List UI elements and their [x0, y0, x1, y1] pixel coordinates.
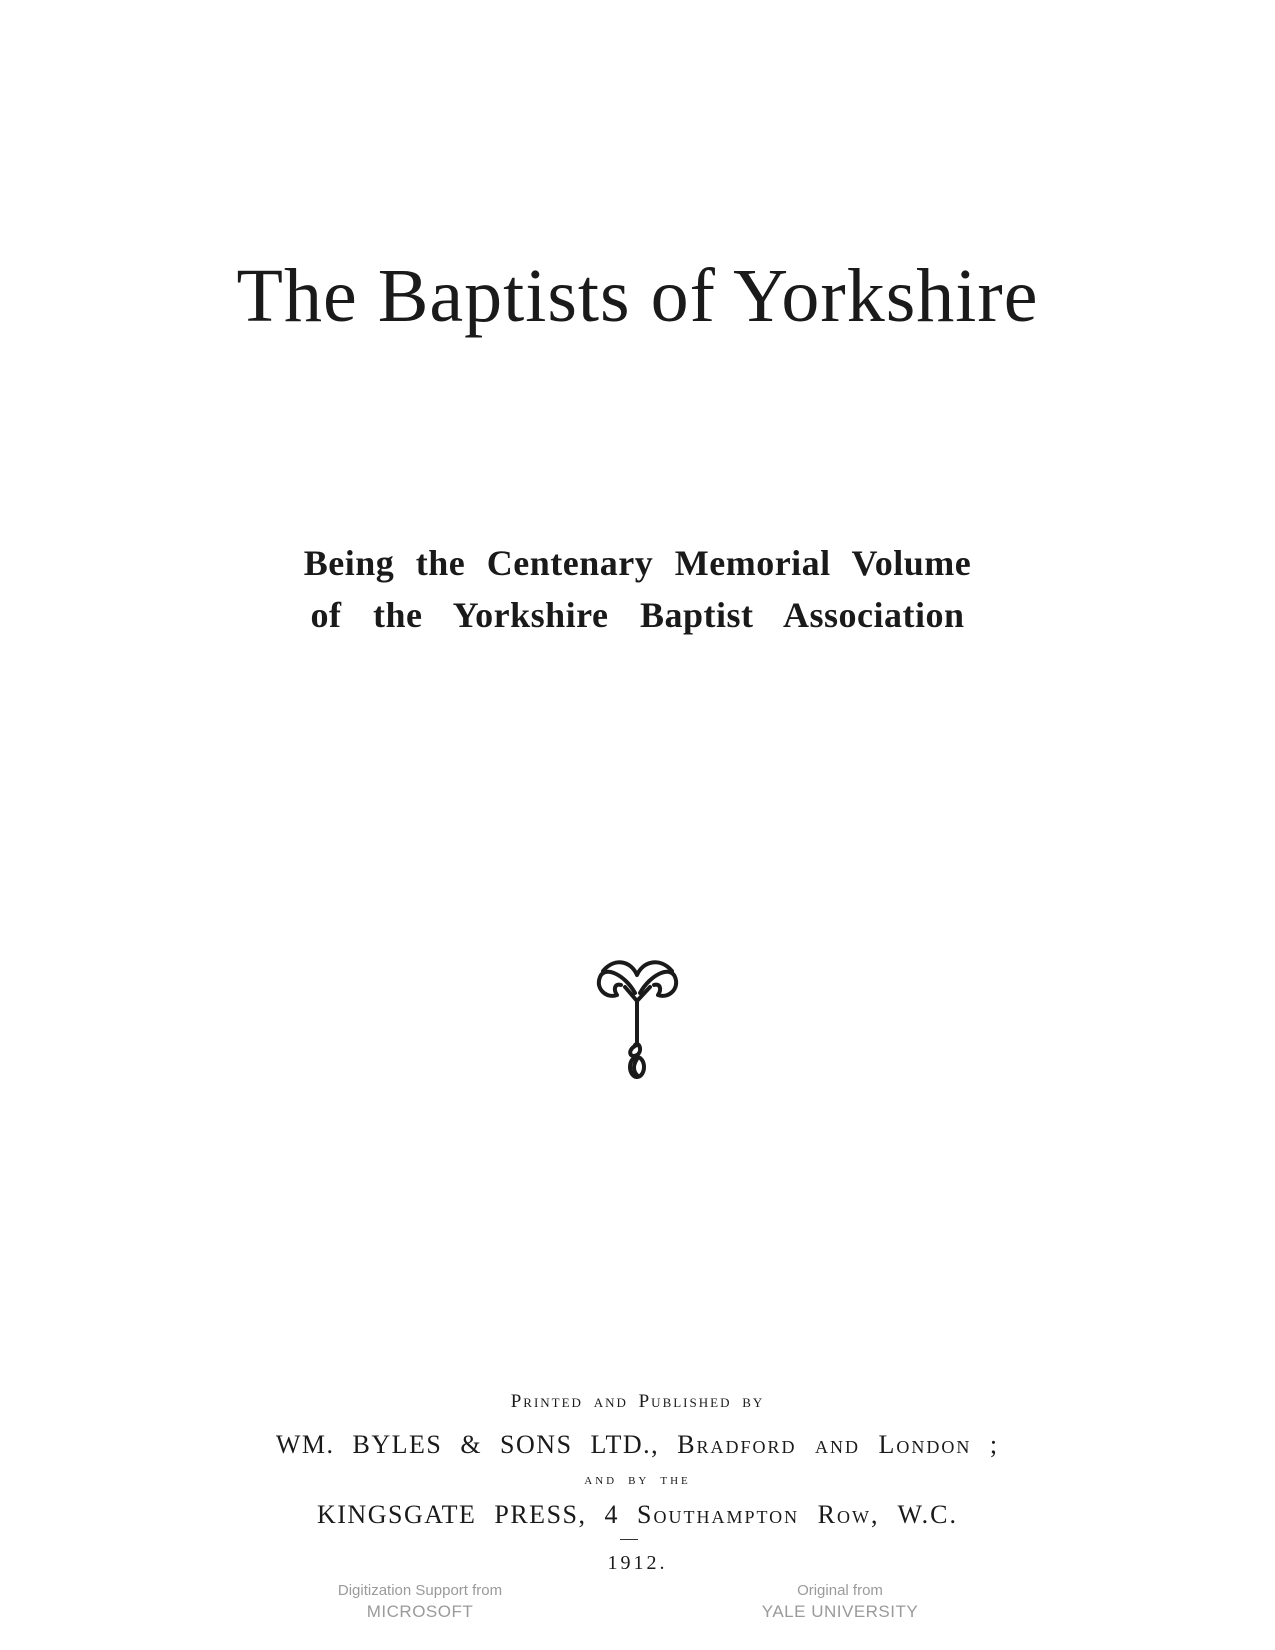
- publisher-1-name: WM. BYLES & SONS LTD.,: [275, 1430, 660, 1459]
- original-credit-line-1: Original from: [797, 1582, 883, 1599]
- publisher-line-1: [0, 1432, 1275, 1458]
- printed-by-line: Printed and Published by: [510, 1391, 765, 1412]
- digitization-credit-line-2: MICROSOFT: [366, 1601, 474, 1621]
- and-by-line: and by the: [584, 1471, 691, 1488]
- subtitle-line-1: Being the Centenary Memorial Volume: [303, 543, 972, 583]
- publication-year: 1912.: [607, 1552, 668, 1574]
- divider-dash: [620, 1539, 638, 1540]
- book-title: The Baptists of Yorkshire: [236, 254, 1039, 338]
- original-credit-line-2: YALE UNIVERSITY: [761, 1601, 919, 1621]
- floral-ornament-icon: [595, 955, 680, 1085]
- subtitle-line-2: of the Yorkshire Baptist Association: [310, 595, 965, 635]
- publisher-2-name: KINGSGATE PRESS, 4: [317, 1500, 619, 1529]
- digitization-credit-line-1: Digitization Support from: [337, 1582, 503, 1599]
- digitization-credit: [315, 1582, 525, 1622]
- original-source-credit: [740, 1582, 940, 1622]
- publisher-line-2: [0, 1502, 1275, 1528]
- publisher-2-place: Southampton Row, W.C.: [637, 1500, 958, 1529]
- publisher-1-place: Bradford and London ;: [677, 1430, 1000, 1459]
